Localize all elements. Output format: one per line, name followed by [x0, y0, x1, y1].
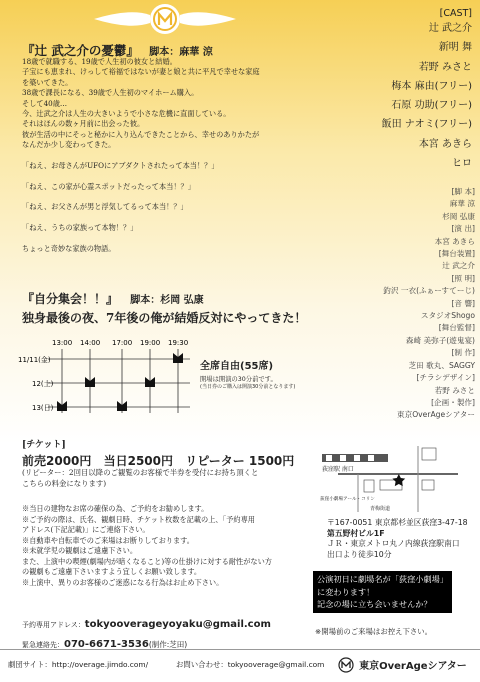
synopsis-line: なんだか少し変わってきた。 [22, 140, 116, 150]
advance-price: 前売2000円 [22, 454, 92, 468]
synopsis-line: 子宝にも恵まれ、けっして裕福ではないが妻と娘と共に平凡で幸せな家庭 [22, 67, 260, 77]
cast-block [380, 8, 472, 173]
cast-member: ヒロ [452, 158, 472, 170]
access-line2: 出口より徒歩10分 [327, 549, 392, 559]
note-line: の観劇もご遠慮下さいますよう宜しくお願い致します。 [22, 567, 202, 576]
staff-list [340, 186, 475, 422]
staff-name: スタジオShogo [420, 311, 475, 321]
contact-block [22, 612, 271, 651]
time-1900: 19:00 [140, 339, 161, 347]
map-road-label: 青梅街道 [370, 506, 391, 512]
seating-label: 全席自由(55席) [200, 361, 274, 372]
synopsis-line: 「ねえ、お母さんがUFOにアブダクトされたって本当！？」 [22, 160, 219, 170]
cast-member: 梅本 麻由(フリー) [391, 80, 472, 92]
note-line: アドレス(下記記載)」にご連絡下さい。 [22, 525, 150, 534]
synopsis-line: 「ねえ、お父さんが男と浮気してるって本当！？」 [22, 202, 188, 212]
brand-logo-icon [338, 657, 354, 673]
date-11: 11/11(金) [18, 356, 51, 364]
cast-member: 本宮 あきら [418, 138, 472, 150]
arrival-note: ※開場前のご来場はお控え下さい。 [315, 627, 433, 636]
footer-divider [0, 649, 480, 650]
synopsis-line: 今、辻武之介は人生の大きいようで小さな危機に直面している。 [22, 108, 231, 118]
time-1400: 14:00 [80, 339, 101, 347]
staff-name: 杉岡 弘康 [442, 211, 475, 221]
play1-synopsis [22, 57, 260, 254]
staff-name: 東京OverAgeシアター [397, 410, 475, 420]
cast-heading: [CAST] [439, 8, 472, 19]
staff-role: [音 響] [451, 298, 475, 308]
staff-role: [企画・製作] [431, 397, 475, 407]
synopsis-line [22, 192, 260, 202]
address-building: 第五野村ビル1F [327, 528, 385, 538]
synopsis-line [22, 234, 260, 244]
staff-role: [チラシデザイン] [416, 373, 475, 383]
repeater-note [22, 468, 258, 489]
footer-site[interactable]: 劇団サイト：http://overage.jimdo.com/ [8, 660, 149, 669]
notice-line2: に変わります！ [317, 586, 375, 597]
phone-note: (制作:芝田) [148, 640, 188, 649]
synopsis-line: そして40歳… [22, 98, 68, 108]
time-1300: 13:00 [52, 339, 73, 347]
staff-role: [舞台監督] [438, 323, 475, 333]
play1-title: 『辻 武之介の憂鬱』 [22, 43, 139, 58]
synopsis-line: 「ねえ、この家が心霊スポットだったって本当！？」 [22, 181, 195, 191]
time-1700: 17:00 [112, 339, 133, 347]
synopsis-line: 38歳で課長になる、39歳で人生初のマイホーム購入。 [22, 88, 199, 98]
staff-name: 芝田 歌丸、SAGGY [408, 360, 475, 370]
theater-logo-emblem [90, 2, 240, 36]
time-1930: 19:30 [168, 339, 189, 347]
ticket-heading: [チケット] [22, 440, 66, 450]
date-12: 12(土) [32, 380, 54, 388]
map-station-label: 荻窪駅 南口 [322, 466, 354, 473]
staff-role: [制 作] [451, 348, 475, 358]
note-line: ※当日の建物なお席の確保の為、ご予約をお勧めします。 [22, 504, 209, 513]
play2-title: 『自分集会！！』 [22, 292, 119, 306]
synopsis-line: それはほんの数ヶ月前に出会った彼。 [22, 119, 145, 129]
seating-info [200, 357, 295, 390]
note-line: ※上演中、異りのお客様のご迷惑になる行為はお止め下さい。 [22, 577, 224, 587]
notes-list [22, 504, 272, 588]
synopsis-line: 彼が生活の中にそっと秘かに入り込んできたことから、幸せのありかたが [22, 129, 260, 139]
brand-name: 東京OverAgeシアター [359, 661, 467, 672]
staff-role: [演 出] [451, 224, 475, 234]
play1-writer: 脚本：麻華 涼 [149, 47, 213, 58]
notice-line1: 公演初日に劇場名が「荻窪小劇場」 [317, 574, 449, 584]
play2-writer: 脚本：杉岡 弘康 [130, 295, 204, 306]
note-line: ※ご予約の際は、氏名、観劇日時、チケット枚数を記載の上、「予約専用 [22, 514, 255, 524]
synopsis-line: 「ねえ、うちの家族って本物！？」 [22, 223, 138, 233]
staff-role: [脚 本] [451, 187, 475, 196]
play2-tagline: 独身最後の夜、7年後の俺が結婚反対にやってきた！ [22, 311, 307, 325]
staff-name: 本宮 あきら [434, 236, 475, 246]
address-zip: 〒167-0051 東京都杉並区荻窪3-47-18 [327, 518, 468, 527]
synopsis-line [22, 213, 260, 223]
repeater-note-1: (リピーター：2回目以降のご観覧のお客様で半券を受付にお持ち頂くと [22, 468, 259, 477]
date-13: 13(日) [32, 404, 54, 412]
note-line: ※自動車や自転車でのご来場はお断りしております。 [22, 535, 194, 545]
note-line: ※未就学児の観劇はご遠慮下さい。 [22, 546, 138, 555]
reserve-email[interactable]: tokyooverageyoyaku@gmail.com [84, 619, 271, 630]
map-theater-label: 荻窪小劇場アール・コリン [320, 497, 375, 502]
price-row [22, 452, 294, 469]
cast-member: 若野 みさと [418, 61, 472, 73]
staff-name: 辻 武之介 [442, 261, 475, 271]
phone-label: 緊急連絡先： [22, 641, 64, 649]
open-note: 開場は開演の30分前です。 [200, 376, 277, 383]
access-map [318, 440, 476, 514]
venue-address [327, 518, 468, 560]
synopsis-line [22, 151, 260, 161]
staff-name: 麻華 涼 [449, 199, 475, 209]
play2-title-row [22, 290, 204, 307]
footer-inquiry[interactable]: お問い合わせ：tokyooverage@gmail.com [176, 660, 325, 669]
synopsis-line: を築いてきた。 [22, 77, 73, 87]
staff-name: 釣沢 一衣(ふぁーすてーじ) [383, 286, 475, 296]
repeater-price: リピーター 1500円 [185, 454, 295, 468]
cast-member: 辻 武之介 [428, 23, 472, 34]
repeater-note-2: こちらの料金になります) [22, 478, 107, 488]
staff-role: [照 明] [451, 273, 475, 283]
schedule-grid [18, 337, 198, 417]
phone-number[interactable]: 070-6671-3536 [64, 639, 149, 650]
note-line: また、上演中の喫煙(劇場内が暗くなること)等の仕掛けに対する耐性がない方 [22, 556, 272, 566]
notice-line3: 記念の場に立ち会いませんか？ [317, 599, 432, 609]
footer-brand [338, 654, 467, 673]
sales-note: (当日券のご購入は開演30分前となります) [200, 384, 296, 390]
synopsis-line: 18歳で就職する、19歳で人生初の彼女と結婚。 [22, 57, 177, 66]
access-line1: ＪＲ・東京メトロ丸ノ内線荻窪駅南口 [327, 539, 460, 548]
synopsis-line [22, 171, 260, 181]
cast-member: 石原 功助(フリー) [391, 100, 472, 112]
staff-name: 森崎 美弥子(遊鬼宴) [405, 335, 475, 345]
staff-role: [舞台装置] [438, 249, 475, 259]
door-price: 当日2500円 [103, 454, 173, 468]
cast-member: 新明 舞 [438, 42, 472, 54]
reserve-label: 予約専用アドレス： [22, 621, 85, 629]
notice-box [313, 571, 452, 613]
staff-name: 若野 みさと [434, 385, 475, 395]
synopsis-line: ちょっと奇妙な家族の物語。 [22, 244, 116, 254]
cast-member: 飯田 ナオミ(フリー) [381, 119, 472, 131]
